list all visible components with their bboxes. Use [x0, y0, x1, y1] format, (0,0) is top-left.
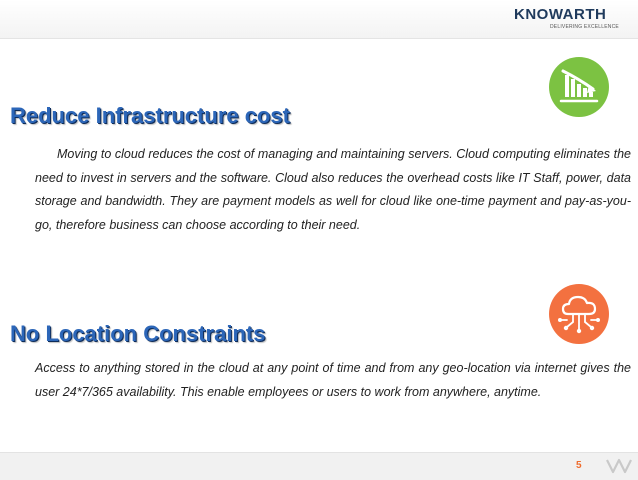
- section-body-no-location-constraints: Access to anything stored in the cloud at any point of time and from any geo-location via internet gives the user 24*7/365 availability. This enable employees or users to work from anywhere, anytime.: [35, 361, 631, 399]
- section-body-reduce-infrastructure-cost: Moving to cloud reduces the cost of managing and maintaining servers. Cloud computing eliminates the need to invest in servers and the software. Cloud also reduces the overhead costs like IT Staff, power, data storage and bandwidth. They are payment models as well for cloud like one-time payment and pay-as-you-go, therefore business can choose according to their need.: [35, 147, 631, 232]
- section-title-reduce-infrastructure-cost: Reduce Infrastructure cost: [10, 103, 290, 128]
- cost-reduction-chart-icon: [549, 57, 609, 117]
- cloud-network-icon: [549, 284, 609, 344]
- knowarth-logo: [506, 0, 638, 38]
- logo-text: KNOWARTH: [514, 6, 607, 23]
- logo-tagline: DELIVERING EXCELLENCE: [550, 24, 619, 30]
- knowarth-mark-icon: [606, 457, 632, 475]
- header-band: [0, 0, 638, 39]
- footer-band: [0, 452, 638, 480]
- page-number: 5: [576, 460, 582, 471]
- section-title-no-location-constraints: No Location Constraints: [10, 321, 266, 346]
